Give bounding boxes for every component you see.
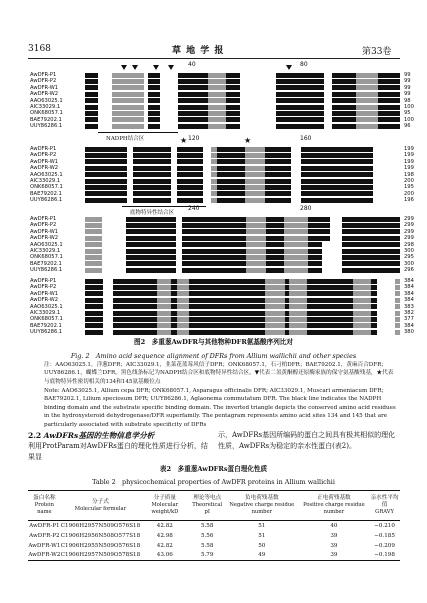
alignment-row xyxy=(28,165,414,172)
sequence-residues xyxy=(85,105,400,110)
conserved-residue-marker xyxy=(121,65,127,70)
header-cn: 负电荷残基数 xyxy=(245,495,279,501)
residue-count: 198 xyxy=(404,171,414,178)
sequence-residues xyxy=(85,166,400,171)
header-cn: 理论等电点 xyxy=(193,495,222,501)
header-en: Protein name xyxy=(34,502,54,515)
table-cell: C1906H2957N509O578S18 xyxy=(60,552,141,559)
residue-count: 296 xyxy=(404,267,414,274)
sequence-name: AAO63025.1 xyxy=(30,97,63,104)
alignment-row xyxy=(28,184,414,191)
sequence-name: AAO63025.1 xyxy=(30,171,63,178)
sequence-name: BAE79202.1 xyxy=(30,116,62,123)
region-label: NADPH结合区 xyxy=(106,135,145,142)
residue-count: 99 xyxy=(404,84,411,91)
alignment-row xyxy=(28,222,414,229)
alignment-row xyxy=(28,78,411,85)
sequence-residues xyxy=(85,179,400,184)
header-en: Positive charge residue number xyxy=(303,502,365,515)
page-number: 3168 xyxy=(28,44,51,54)
sequence-residues xyxy=(85,85,400,90)
alignment-row xyxy=(28,152,414,159)
table-cell: 5.58 xyxy=(200,522,214,529)
header-rule xyxy=(28,58,400,59)
sequence-name: AIC33029.1 xyxy=(30,104,61,110)
sequence-residues xyxy=(85,268,400,273)
table-cell: −0.210 xyxy=(374,522,395,529)
table-cell: −0.209 xyxy=(374,542,395,549)
table-cell: 51 xyxy=(258,532,266,539)
figure2-caption-en: Fig. 2 Amino acid sequence alignment of DFRs from Allium wallichii and other species xyxy=(70,352,357,360)
sequence-residues xyxy=(85,147,400,152)
residue-count: 384 xyxy=(404,297,414,304)
table-cell: 49 xyxy=(258,552,266,559)
alignment-tick-label: 80 xyxy=(300,61,308,68)
sequence-residues xyxy=(85,304,400,309)
residue-count: 383 xyxy=(404,303,414,310)
sequence-residues xyxy=(85,255,400,260)
alignment-row xyxy=(28,97,411,104)
alignment-row xyxy=(28,116,414,123)
sequence-residues xyxy=(85,311,400,316)
sequence-name: AwDFR-P2 xyxy=(30,152,57,159)
alignment-row xyxy=(28,284,414,291)
residue-count: 380 xyxy=(404,329,414,336)
alignment-row xyxy=(28,290,414,297)
sequence-name: BAE79202.1 xyxy=(30,190,62,197)
sequence-name: AwDFR-W1 xyxy=(30,84,59,91)
alignment-tick-label: 240 xyxy=(188,205,200,212)
residue-count: 299 xyxy=(404,235,414,242)
alignment-row xyxy=(28,228,414,235)
table-cell: 5.79 xyxy=(200,552,214,559)
alignment-row xyxy=(28,197,414,204)
residue-count: 299 xyxy=(404,222,414,229)
figure2-note-cn: 注：AAO63025.1，洋葱DFR；AIC33029.1，韭菜花蓝莓风信子DFR；ONK68057.1，石刁柏DFR；BAE79202.1，黄麻百合DFR；UUY86286.1，蝴蝶兰DFR。黑色线条标记为NADPH结合区和底物特异性结合区，▼代表二氢黄酮醇还原酶家族的保守氨基酸残基，★代表与底物特异性密切相关的134和145氨基酸位点 xyxy=(44,362,394,385)
header-en: Molecular weight/kD xyxy=(151,502,179,515)
sequence-residues xyxy=(85,323,400,328)
table-header-cell xyxy=(299,491,369,521)
region-label: 底物特异性结合区 xyxy=(130,209,175,216)
sequence-residues xyxy=(85,223,400,228)
alignment-tick-label: 160 xyxy=(300,135,312,142)
sequence-residues xyxy=(85,236,400,241)
alignment-row xyxy=(28,248,414,254)
sequence-name: UUY86286.1 xyxy=(30,329,63,336)
section-number: 2.2 xyxy=(28,431,42,440)
sequence-residues xyxy=(85,229,400,234)
sequence-residues xyxy=(85,172,400,177)
sequence-alignment-figure xyxy=(28,60,414,336)
sequence-name: BAE79202.1 xyxy=(30,260,62,267)
table-cell: AwDFR-P1 xyxy=(29,522,60,529)
alignment-row xyxy=(28,123,411,130)
sequence-residues xyxy=(85,185,400,190)
table-header-cell xyxy=(61,491,140,521)
alignment-row xyxy=(28,322,414,329)
sequence-name: AwDFR-W1 xyxy=(30,158,59,165)
table-cell: 40 xyxy=(330,522,338,529)
sequence-residues xyxy=(85,117,400,122)
region-bar xyxy=(98,132,178,133)
residue-count: 100 xyxy=(404,104,414,110)
table-cell: 5.58 xyxy=(200,542,214,549)
alignment-tick-label: 120 xyxy=(188,135,200,142)
residue-count: 199 xyxy=(404,165,414,172)
header-cn: 亲水性平均值 xyxy=(370,495,399,508)
residue-count: 99 xyxy=(404,91,411,98)
residue-count: 300 xyxy=(404,248,414,254)
residue-count: 200 xyxy=(404,178,414,184)
sequence-residues xyxy=(85,111,400,116)
substrate-site-star-icon: ★ xyxy=(180,136,188,145)
residue-count: 99 xyxy=(404,72,411,78)
sequence-residues xyxy=(85,242,400,247)
alignment-row xyxy=(28,72,411,78)
table-cell: AwDFR-W1 xyxy=(28,542,61,549)
sequence-name: AwDFR-P2 xyxy=(30,78,57,85)
residue-count: 196 xyxy=(404,197,414,204)
alignment-row xyxy=(28,190,414,197)
alignment-row xyxy=(28,84,411,91)
conserved-residue-marker xyxy=(153,65,159,70)
substrate-site-star-icon: ★ xyxy=(244,136,252,145)
table-cell: 39 xyxy=(330,542,338,549)
sequence-name: ONK68057.1 xyxy=(30,184,63,191)
sequence-name: ONK68057.1 xyxy=(30,316,63,323)
sequence-name: AwDFR-W2 xyxy=(30,165,59,172)
sequence-residues xyxy=(85,249,400,254)
header-cn: 蛋白名称 xyxy=(33,495,56,501)
residue-count: 298 xyxy=(404,241,414,248)
sequence-name: AwDFR-P1 xyxy=(30,278,57,284)
journal-title: 草 地 学 报 xyxy=(172,46,225,56)
table-cell: C1906H2956N508O577S18 xyxy=(60,532,141,539)
table-cell: 39 xyxy=(330,552,338,559)
sequence-name: AwDFR-P1 xyxy=(30,216,57,222)
alignment-row xyxy=(28,104,414,110)
sequence-residues xyxy=(85,317,400,322)
residue-count: 299 xyxy=(404,216,414,222)
table-header-cell xyxy=(369,491,400,521)
table-cell: C1906H2955N509O576S18 xyxy=(60,542,141,549)
header-en: GRAVY xyxy=(375,509,394,515)
sequence-residues xyxy=(85,291,400,296)
header-cn: 分子质量 xyxy=(153,495,176,501)
alignment-row xyxy=(28,146,414,152)
alignment-row xyxy=(28,171,414,178)
sequence-residues xyxy=(85,73,400,78)
sequence-residues xyxy=(85,79,400,84)
sequence-name: ONK68057.1 xyxy=(30,254,63,261)
table-cell: 51 xyxy=(258,522,266,529)
table-row xyxy=(28,541,400,551)
table2-caption-en: Table 2 physicochemical properties of AwDFR proteins in Allium wallichii xyxy=(92,478,335,486)
residue-count: 377 xyxy=(404,316,414,323)
sequence-residues xyxy=(85,159,400,164)
alignment-row xyxy=(28,110,411,117)
sequence-residues xyxy=(85,198,400,203)
alignment-row xyxy=(28,316,414,323)
sequence-name: AwDFR-W2 xyxy=(30,235,59,242)
sequence-residues xyxy=(85,298,400,303)
section-title: AwDFRs基因的生物信息学分析 xyxy=(43,431,155,440)
table-cell: 42.82 xyxy=(156,542,173,549)
alignment-row xyxy=(28,310,414,316)
sequence-residues xyxy=(85,285,400,290)
sequence-name: AwDFR-P2 xyxy=(30,222,57,229)
header-en: Theoretical pI xyxy=(192,502,223,515)
residue-count: 384 xyxy=(404,284,414,291)
sequence-name: AwDFR-P1 xyxy=(30,146,57,152)
residue-count: 96 xyxy=(404,123,411,130)
sequence-name: UUY86286.1 xyxy=(30,197,63,204)
table-cell: −0.198 xyxy=(374,552,395,559)
alignment-row xyxy=(28,329,414,336)
sequence-name: AwDFR-W2 xyxy=(30,297,59,304)
volume-label: 第33卷 xyxy=(362,47,392,57)
alignment-row xyxy=(28,241,414,248)
sequence-name: UUY86286.1 xyxy=(30,123,63,130)
sequence-name: AIC33029.1 xyxy=(30,178,61,184)
header-cn: 正电荷残基数 xyxy=(317,495,351,501)
residue-count: 98 xyxy=(404,97,411,104)
sequence-residues xyxy=(85,124,400,129)
alignment-tick-label: 280 xyxy=(300,205,312,212)
section-heading xyxy=(28,430,213,441)
table-cell: 42.98 xyxy=(156,532,173,539)
section-paragraph-right: 示，AwDFRs基因所编码的蛋白之间具有极其相似的理化性质，AwDFRs为稳定的亲水性蛋白(表2)。 xyxy=(218,431,396,450)
residue-count: 199 xyxy=(404,158,414,165)
sequence-name: AwDFR-P1 xyxy=(30,72,57,78)
table-cell: 43.06 xyxy=(156,552,173,559)
table-cell: 50 xyxy=(258,542,266,549)
residue-count: 199 xyxy=(404,146,414,152)
sequence-residues xyxy=(85,153,400,158)
residue-count: 384 xyxy=(404,322,414,329)
table-cell: 39 xyxy=(330,532,338,539)
conserved-residue-marker xyxy=(286,65,292,70)
alignment-row xyxy=(28,235,414,242)
sequence-name: AwDFR-P2 xyxy=(30,284,57,291)
alignment-row xyxy=(28,260,414,267)
residue-count: 295 xyxy=(404,254,414,261)
residue-count: 384 xyxy=(404,290,414,297)
figure2-caption-cn: 图2 多重葱AwDFR与其他物种DFR氨基酸序列比对 xyxy=(134,338,293,346)
sequence-residues xyxy=(85,191,400,196)
section-paragraph-left: 利用ProtParam对AwDFRs蛋白的理化性质进行分析，结果显 xyxy=(28,442,208,461)
residue-count: 382 xyxy=(404,310,414,316)
residue-count: 384 xyxy=(404,278,414,284)
sequence-name: AIC33029.1 xyxy=(30,310,61,316)
header-en: Negative charge residue number xyxy=(229,502,295,515)
table-cell: AwDFR-W2 xyxy=(28,552,61,559)
sequence-name: AAO63025.1 xyxy=(30,241,63,248)
table-cell: −0.185 xyxy=(374,532,395,539)
header-cn: 分子式 xyxy=(92,498,109,505)
alignment-row xyxy=(28,91,411,98)
alignment-row xyxy=(28,216,414,222)
table-header-cell xyxy=(189,491,224,521)
table-header-cell xyxy=(28,491,61,521)
header-en: Molecular formular xyxy=(74,505,127,512)
table-cell: 42.82 xyxy=(156,522,173,529)
table2-caption-cn: 表2 多重葱AwDFRs蛋白理化性质 xyxy=(159,465,268,473)
residue-count: 195 xyxy=(404,184,414,191)
table-row xyxy=(28,551,400,561)
conserved-residue-marker xyxy=(132,65,138,70)
alignment-row xyxy=(28,297,414,304)
alignment-row xyxy=(28,158,414,165)
table-row xyxy=(28,521,400,531)
sequence-residues xyxy=(85,98,400,103)
sequence-name: AwDFR-W1 xyxy=(30,228,59,235)
figure2-note-en: Note: AAO63025.1, Allium cepa DFR; ONK68057.1, Asparagus officinalis DFR; AIC33029.1, Muscari armeniacum DFR; BAE79202.1, Lilium speciosum DFR; UUY86286.1, Aglaonema commutatum DFR. The black line indicates the NADPH binding domain and the substrate specific binding domain. The inverted triangle depicts the conserved amino acid residues in the hydroxysteroid dehydrogenase/DFR superfamily. The pentagram represents amino acid sites 134 and 145 that are particularly associated with substrate specificity of DFRs xyxy=(44,388,396,428)
alignment-row xyxy=(28,254,414,261)
sequence-name: ONK68057.1 xyxy=(30,110,63,117)
sequence-name: UUY86286.1 xyxy=(30,267,63,274)
sequence-name: AIC33029.1 xyxy=(30,248,61,254)
alignment-row xyxy=(28,267,414,274)
sequence-name: BAE79202.1 xyxy=(30,322,62,329)
residue-count: 95 xyxy=(404,110,411,117)
table-header-cell xyxy=(225,491,299,521)
table-cell: 5.56 xyxy=(200,532,214,539)
sequence-residues xyxy=(85,279,400,284)
table2 xyxy=(28,490,400,561)
residue-count: 200 xyxy=(404,190,414,197)
table-cell: C1906H2957N509O576S18 xyxy=(60,522,141,529)
conserved-residue-marker xyxy=(168,65,174,70)
residue-count: 199 xyxy=(404,152,414,159)
residue-count: 99 xyxy=(404,78,411,85)
sequence-residues xyxy=(85,92,400,97)
residue-count: 299 xyxy=(404,228,414,235)
sequence-residues xyxy=(85,217,400,222)
sequence-name: AAO63025.1 xyxy=(30,303,63,310)
sequence-residues xyxy=(85,330,400,335)
table-row xyxy=(28,531,400,541)
table-cell: AwDFR-P2 xyxy=(29,532,60,539)
alignment-row xyxy=(28,178,414,184)
alignment-tick-label: 40 xyxy=(188,61,196,68)
sequence-name: AwDFR-W1 xyxy=(30,290,59,297)
table-header-cell xyxy=(140,491,189,521)
residue-count: 100 xyxy=(404,116,414,123)
sequence-name: AwDFR-W2 xyxy=(30,91,59,98)
alignment-row xyxy=(28,278,414,284)
sequence-residues xyxy=(85,261,400,266)
alignment-row xyxy=(28,303,414,310)
residue-count: 300 xyxy=(404,260,414,267)
